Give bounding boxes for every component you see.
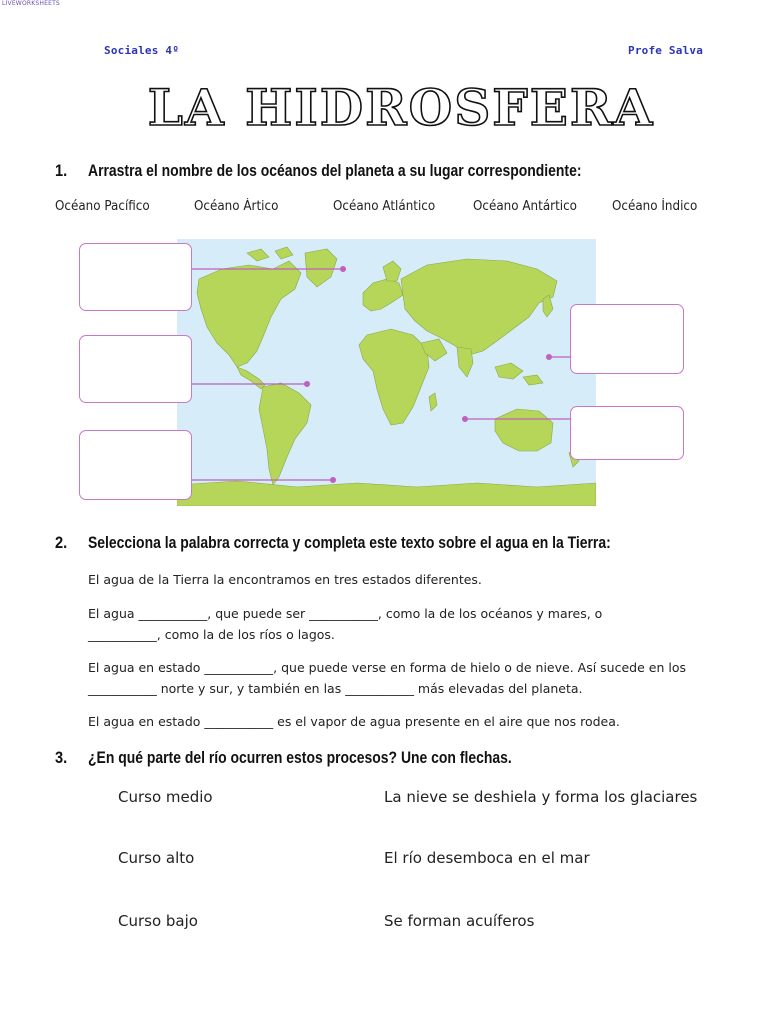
q2-paragraph-3[interactable] — [88, 657, 712, 699]
q2-p4[interactable]: El agua en estado ___________ es el vapor de agua presente en el aire que nos rodea. — [88, 714, 620, 729]
q3-text: ¿En qué parte del río ocurren estos procesos? Une con flechas. — [88, 748, 512, 767]
match-left-curso-bajo[interactable]: Curso bajo — [118, 912, 198, 930]
q2-p2-line2[interactable]: ___________, como la de los ríos o lagos. — [88, 627, 335, 642]
match-right-acuiferos[interactable]: Se forman acuíferos — [384, 912, 535, 930]
q2-p1: El agua de la Tierra la encontramos en tres estados diferentes. — [88, 572, 482, 587]
q2-paragraph-4[interactable] — [88, 711, 712, 732]
subject-label: Sociales 4º — [104, 44, 180, 57]
match-right-glaciares[interactable]: La nieve se deshiela y forma los glaciares — [384, 788, 698, 806]
q2-paragraph-2[interactable] — [88, 603, 712, 645]
match-left-curso-medio[interactable]: Curso medio — [118, 788, 213, 806]
q1-number: 1. — [55, 161, 68, 180]
q2-p2-line1[interactable]: El agua ___________, que puede ser ___________, como la de los océanos y mares, o — [88, 606, 603, 621]
world-map — [177, 239, 596, 506]
word-artico[interactable]: Océano Ártico — [194, 199, 279, 214]
drop-box-antartico[interactable] — [79, 430, 192, 500]
q2-paragraph-1 — [88, 569, 712, 590]
drop-box-atlantico[interactable] — [79, 335, 192, 403]
q2-p3-line1[interactable]: El agua en estado ___________, que puede verse en forma de hielo o de nieve. Así sucede en los — [88, 660, 686, 675]
teacher-label: Profe Salva — [628, 44, 704, 57]
watermark: LIVEWORKSHEETS — [2, 0, 60, 7]
word-antartico[interactable]: Océano Antártico — [473, 199, 577, 214]
drop-box-artico-indico[interactable] — [570, 304, 684, 374]
page-title: LA HIDROSFERA — [147, 78, 655, 137]
q2-p3-line2[interactable]: ___________ norte y sur, y también en las ___________ más elevadas del planeta. — [88, 681, 583, 696]
word-pacifico[interactable]: Océano Pacífico — [55, 199, 150, 214]
match-right-desemboca[interactable]: El río desemboca en el mar — [384, 849, 590, 867]
match-left-curso-alto[interactable]: Curso alto — [118, 849, 195, 867]
q2-text: Selecciona la palabra correcta y completa este texto sobre el agua en la Tierra: — [88, 533, 611, 552]
q3-number: 3. — [55, 748, 68, 767]
word-atlantico[interactable]: Océano Atlántico — [333, 199, 436, 214]
q2-number: 2. — [55, 533, 68, 552]
q1-text: Arrastra el nombre de los océanos del planeta a su lugar correspondiente: — [88, 161, 582, 180]
word-indico[interactable]: Océano Índico — [612, 199, 698, 214]
drop-box-indico[interactable] — [570, 406, 684, 460]
drop-box-pacifico[interactable] — [79, 243, 192, 311]
